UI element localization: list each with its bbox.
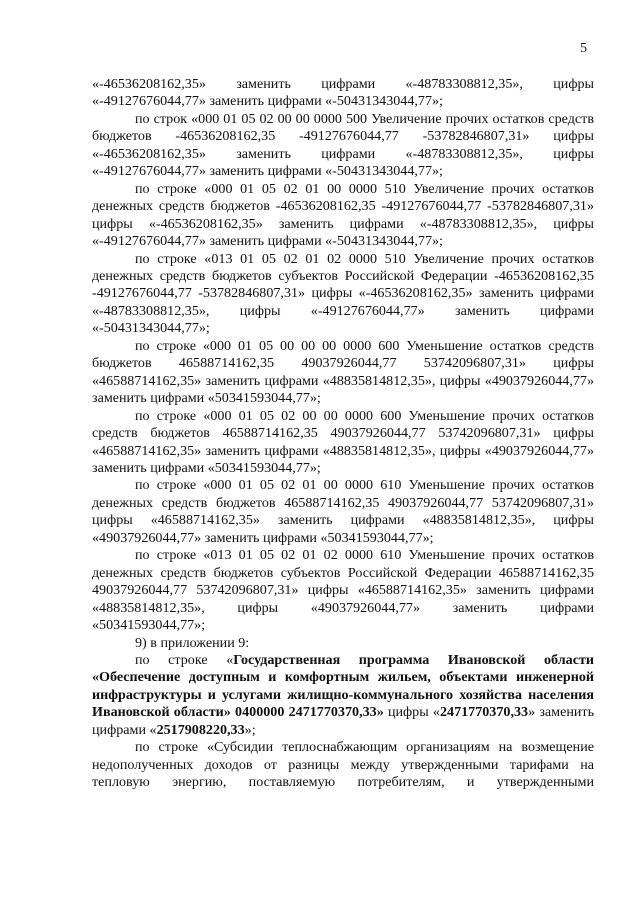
- paragraph-1: «-46536208162,35» заменить цифрами «-48783308812,35», цифры «-49127676044,77» заменить цифрами «-50431343044,77»;: [92, 76, 594, 110]
- program-middle-2: » заменить цифрами «: [92, 704, 594, 738]
- document-body: [92, 76, 594, 792]
- program-paragraph: [92, 652, 594, 739]
- appendix-9-heading: 9) в приложении 9:: [135, 634, 250, 651]
- program-new-amount: 2517908220,33: [156, 721, 245, 738]
- paragraph-5: по строке «000 01 05 00 00 00 0000 600 Уменьшение остатков средств бюджетов 46588714162,35 49037926044,77 53742096807,31» цифры «46588714162,35» заменить цифрами «48835814812,35», цифры «49037926044,77» заменить цифрами «50341593044,77»;: [92, 337, 594, 407]
- program-suffix: »;: [244, 721, 256, 738]
- program-middle: цифры «: [383, 704, 440, 721]
- paragraph-4: по строке «013 01 05 02 01 02 0000 510 Увеличение прочих остатков денежных средств бюджетов субъектов Российской Федерации -46536208162,35 -49127676044,77 -53782846807,31» цифры «-46536208162,35» заменить цифрами «-48783308812,35», цифры «-49127676044,77» заменить цифрами «-50431343044,77»;: [92, 250, 594, 337]
- page-number: 5: [580, 41, 587, 56]
- subsidy-paragraph: по строке «Субсидии теплоснабжающим организациям на возмещение недополученных доходов от разницы между утвержденными тарифами на тепловую энергию, поставляемую потребителям, и утвержденными: [92, 739, 594, 791]
- paragraph-8: по строке «013 01 05 02 01 02 0000 610 Уменьшение прочих остатков денежных средств бюджетов субъектов Российской Федерации 46588714162,35 49037926044,77 53742096807,31» цифры «46588714162,35» заменить цифрами «48835814812,35», цифры «49037926044,77» заменить цифрами «50341593044,77»;: [92, 547, 594, 634]
- program-old-amount: 2471770370,33: [439, 704, 529, 721]
- paragraph-6: по строке «000 01 05 02 00 00 0000 600 Уменьшение прочих остатков средств бюджетов 46588714162,35 49037926044,77 53742096807,31» цифры «46588714162,35» заменить цифрами «48835814812,35», цифры «49037926044,77» заменить цифрами «50341593044,77»;: [92, 407, 594, 476]
- paragraph-2: по строк «000 01 05 02 00 00 0000 500 Увеличение прочих остатков средств бюджетов -46536208162,35 -49127676044,77 -53782846807,31» цифры «-46536208162,35» заменить цифрами «-48783308812,35», цифры «-49127676044,77» заменить цифрами «-50431343044,77»;: [92, 110, 594, 180]
- paragraph-7: по строке «000 01 05 02 01 00 0000 610 Уменьшение прочих остатков денежных средств бюджетов 46588714162,35 49037926044,77 53742096807,31» цифры «46588714162,35» заменить цифрами «48835814812,35», цифры «49037926044,77» заменить цифрами «50341593044,77»;: [92, 477, 594, 546]
- program-prefix: по строке «: [135, 651, 234, 668]
- program-title: Государственная программа Ивановской области «Обеспечение доступным и комфортным жильем, объектами инженерной инфраструктуры и услугами жилищно-коммунального хозяйства населения Ивановской области» 0400000 2471770370,33»: [92, 651, 594, 721]
- paragraph-3: по строке «000 01 05 02 01 00 0000 510 Увеличение прочих остатков денежных средств бюджетов -46536208162,35 -49127676044,77 -53782846807,31» цифры «-46536208162,35» заменить цифрами «-48783308812,35», цифры «-49127676044,77» заменить цифрами «-50431343044,77»;: [92, 180, 594, 250]
